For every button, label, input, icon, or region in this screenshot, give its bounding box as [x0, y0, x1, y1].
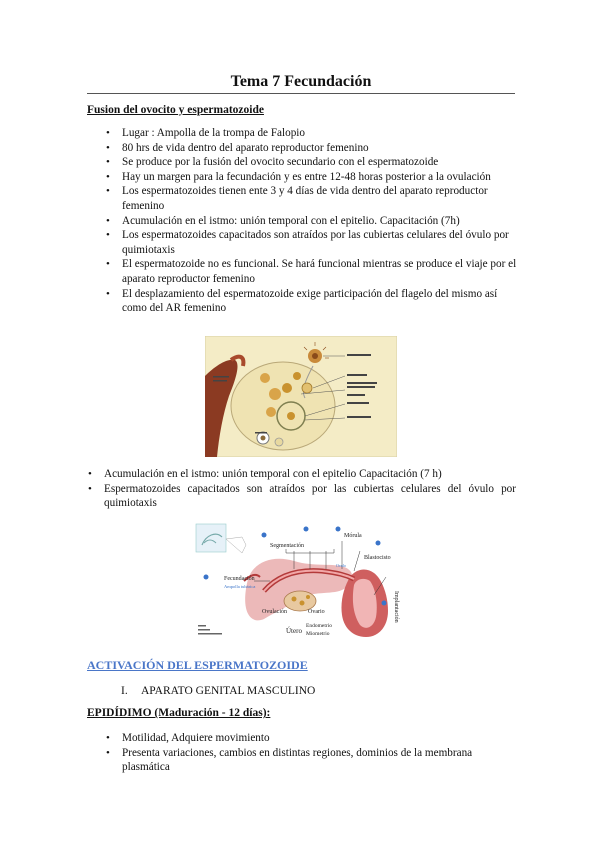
- epididimo-heading: EPIDÍDIMO (Maduración - 12 días):: [87, 707, 271, 719]
- list-item: • El desplazamiento del espermatozoide exige participación del flagelo del mismo así como del AR femenino: [122, 287, 522, 316]
- list-item: • Motilidad, Adquiere movimiento: [122, 731, 522, 746]
- label-ampolla: Ampolla tubárica: [224, 584, 256, 589]
- list-item: • El espermatozoide no es funcional. Se hará funcional mientras se produce el viaje por el aparato reproductor femenino: [122, 257, 522, 286]
- label-ovulo: Ovulo: [336, 563, 346, 568]
- fusion-bullet-list: [122, 126, 522, 316]
- label-segmentacion: Segmentación: [270, 543, 304, 549]
- list-item: • 80 hrs de vida dentro del aparato reproductor femenino: [122, 141, 522, 156]
- label-ovario: Ovario: [308, 609, 325, 615]
- capacitation-bullet-list: [104, 467, 516, 511]
- roman-numeral: I.: [121, 685, 128, 697]
- list-item: • Lugar : Ampolla de la trompa de Falopio: [122, 126, 522, 141]
- ovary-follicle-figure: [205, 336, 397, 457]
- label-endometrio: Endometrio: [306, 623, 332, 629]
- list-item: • Hay un margen para la fecundación y es entre 12-48 horas posterior a la ovulación: [122, 170, 522, 185]
- list-item: • Los espermatozoides capacitados son atraídos por las cubiertas celulares del óvulo por quimiotaxis: [122, 228, 522, 257]
- list-item: • Se produce por la fusión del ovocito secundario con el espermatozoide: [122, 155, 522, 170]
- activation-heading: ACTIVACIÓN DEL ESPERMATOZOIDE: [87, 658, 308, 672]
- list-item: • Acumulación en el istmo: unión temporal con el epitelio Capacitación (7 h): [104, 467, 516, 482]
- label-blastocisto: Blastocisto: [364, 555, 391, 561]
- label-implantacion: Implantación: [393, 591, 399, 623]
- title-rule: [87, 93, 515, 94]
- epididimo-bullet-list: [122, 731, 522, 775]
- label-miometrio: Miometrio: [306, 631, 330, 637]
- fertilization-implantation-figure: [194, 521, 408, 643]
- section-heading-fusion: Fusion del ovocito y espermatozoide: [87, 104, 264, 116]
- label-fecundacion: Fecundación: [224, 576, 255, 582]
- label-ovulacion: Ovulación: [262, 609, 287, 615]
- label-utero: Útero: [286, 627, 302, 635]
- list-item: • Acumulación en el istmo: unión temporal con el epitelio. Capacitación (7h): [122, 214, 522, 229]
- label-morula: Mórula: [344, 533, 362, 539]
- list-item: • Presenta variaciones, cambios en distintas regiones, dominios de la membrana plasmática: [122, 746, 522, 775]
- list-item: • Los espermatozoides tienen ente 3 y 4 días de vida dentro del aparato reproductor femenino: [122, 184, 522, 213]
- page-title: Tema 7 Fecundación: [230, 73, 372, 90]
- list-item: • Espermatozoides capacitados son atraídos por las cubiertas celulares del óvulo por quimiotaxis: [104, 482, 516, 511]
- roman-item: APARATO GENITAL MASCULINO: [141, 685, 316, 697]
